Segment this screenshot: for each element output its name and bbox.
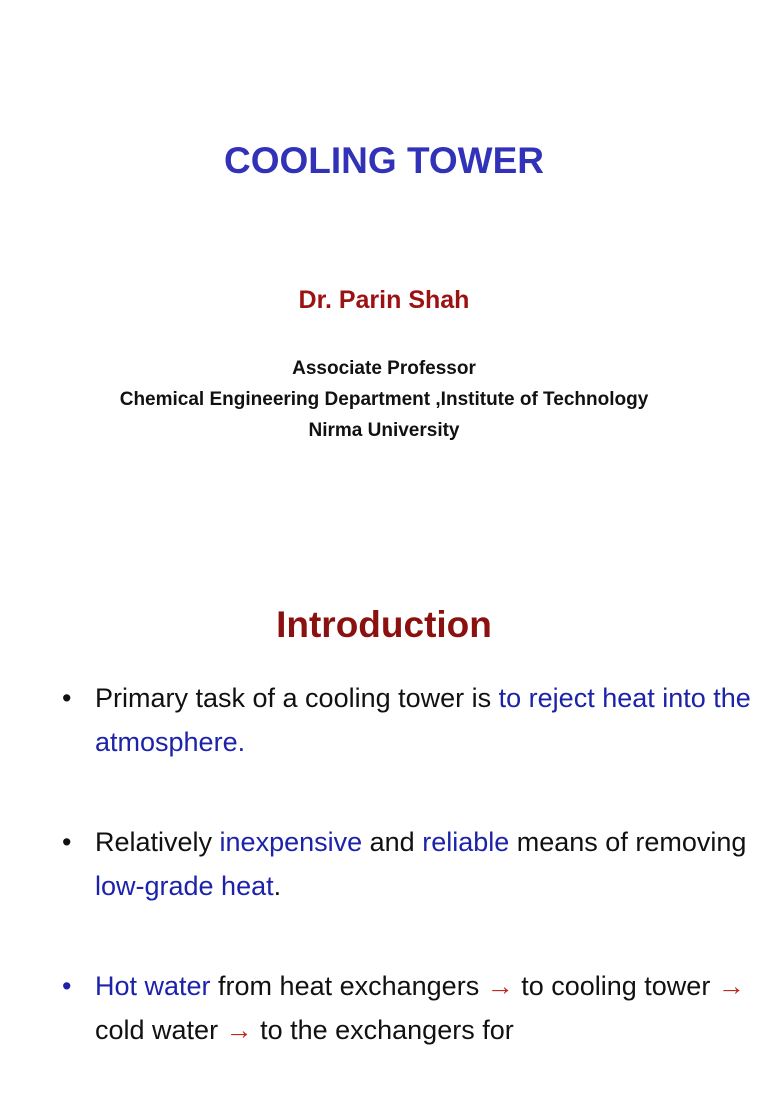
bullet-highlight: reliable (422, 827, 510, 857)
arrow-right-icon: → (225, 1015, 253, 1045)
bullet-text: Primary task of a cooling tower is (95, 683, 499, 713)
arrow-right-icon: → (717, 971, 745, 1001)
author-name: Dr. Parin Shah (298, 286, 470, 314)
section-title: Introduction (276, 604, 492, 645)
slide-title: COOLING TOWER (224, 140, 544, 181)
bullet-text: from heat exchangers (210, 971, 487, 1001)
bullet-text: means of removing (509, 827, 747, 857)
affiliation-university: Nirma University (308, 420, 460, 441)
bullet-highlight: to reject heat into the atmosphere. (95, 683, 751, 757)
bullet-highlight: low-grade heat (95, 871, 274, 901)
bullet-text: to cooling tower (513, 971, 718, 1001)
title-slide (0, 0, 768, 540)
bullet-text: and (362, 827, 423, 857)
bullet-dot-icon: • (62, 971, 72, 1001)
bullet-item (62, 964, 752, 1052)
introduction-slide (0, 540, 768, 1045)
bullet-text: . (273, 871, 282, 901)
bullet-list (62, 676, 752, 1108)
bullet-text: cold water (95, 1015, 226, 1045)
bullet-text: Relatively (95, 827, 220, 857)
bullet-highlight: inexpensive (219, 827, 363, 857)
bullet-dot-icon: • (62, 827, 72, 857)
affiliation-department: Chemical Engineering Department ,Institute of Technology (119, 389, 649, 410)
arrow-right-icon: → (486, 971, 514, 1001)
bullet-item (62, 676, 752, 764)
bullet-highlight: Hot water (95, 971, 211, 1001)
bullet-text: to the exchangers for (252, 1015, 514, 1045)
bullet-item (62, 820, 752, 908)
bullet-dot-icon: • (62, 683, 72, 713)
affiliation-position: Associate Professor (292, 358, 476, 379)
